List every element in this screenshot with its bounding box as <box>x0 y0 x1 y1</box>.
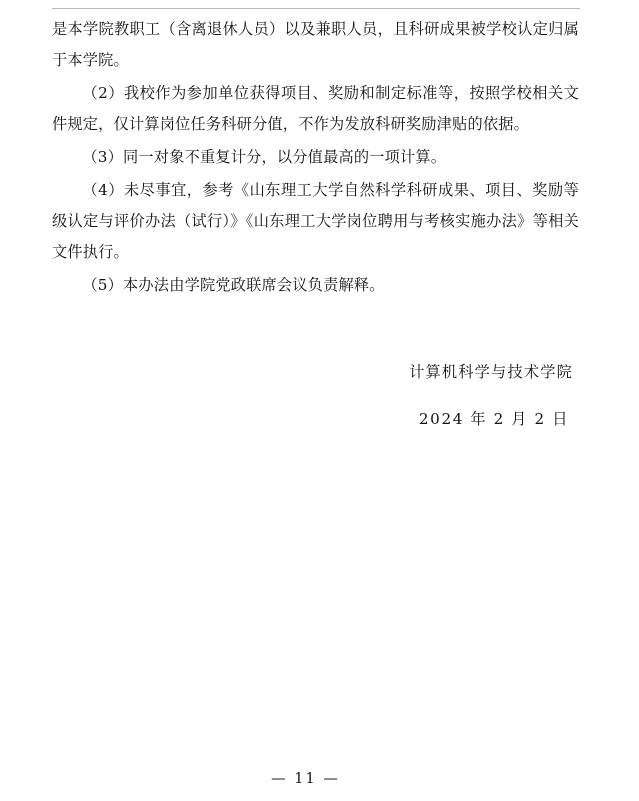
paragraph-item-4: （4）未尽事宜，参考《山东理工大学自然科学科研成果、项目、奖励等级认定与评价办法（试行）》《山东理工大学岗位聘用与考核实施办法》等相关文件执行。 <box>52 181 579 261</box>
document-body <box>52 14 579 301</box>
signature-organization: 计算机科学与技术学院 <box>409 363 573 381</box>
page-footer <box>0 768 639 787</box>
signature-date: 2024 年 2 月 2 日 <box>418 410 569 428</box>
paragraph-item-2: （2）我校作为参加单位获得项目、奖励和制定标准等，按照学校相关文件规定，仅计算岗位任务科研分值，不作为发放科研奖励津贴的依据。 <box>52 84 579 133</box>
paragraph-continued: 是本学院教职工（含离退休人员）以及兼职人员，且科研成果被学校认定归属于本学院。 <box>52 20 579 69</box>
signature-block <box>52 357 579 435</box>
page-number: — 11 — <box>271 771 340 787</box>
paragraph-item-3: （3）同一对象不重复计分，以分值最高的一项计算。 <box>82 148 447 166</box>
paragraph-item-5: （5）本办法由学院党政联席会议负责解释。 <box>82 276 385 294</box>
header-rule <box>52 8 580 9</box>
